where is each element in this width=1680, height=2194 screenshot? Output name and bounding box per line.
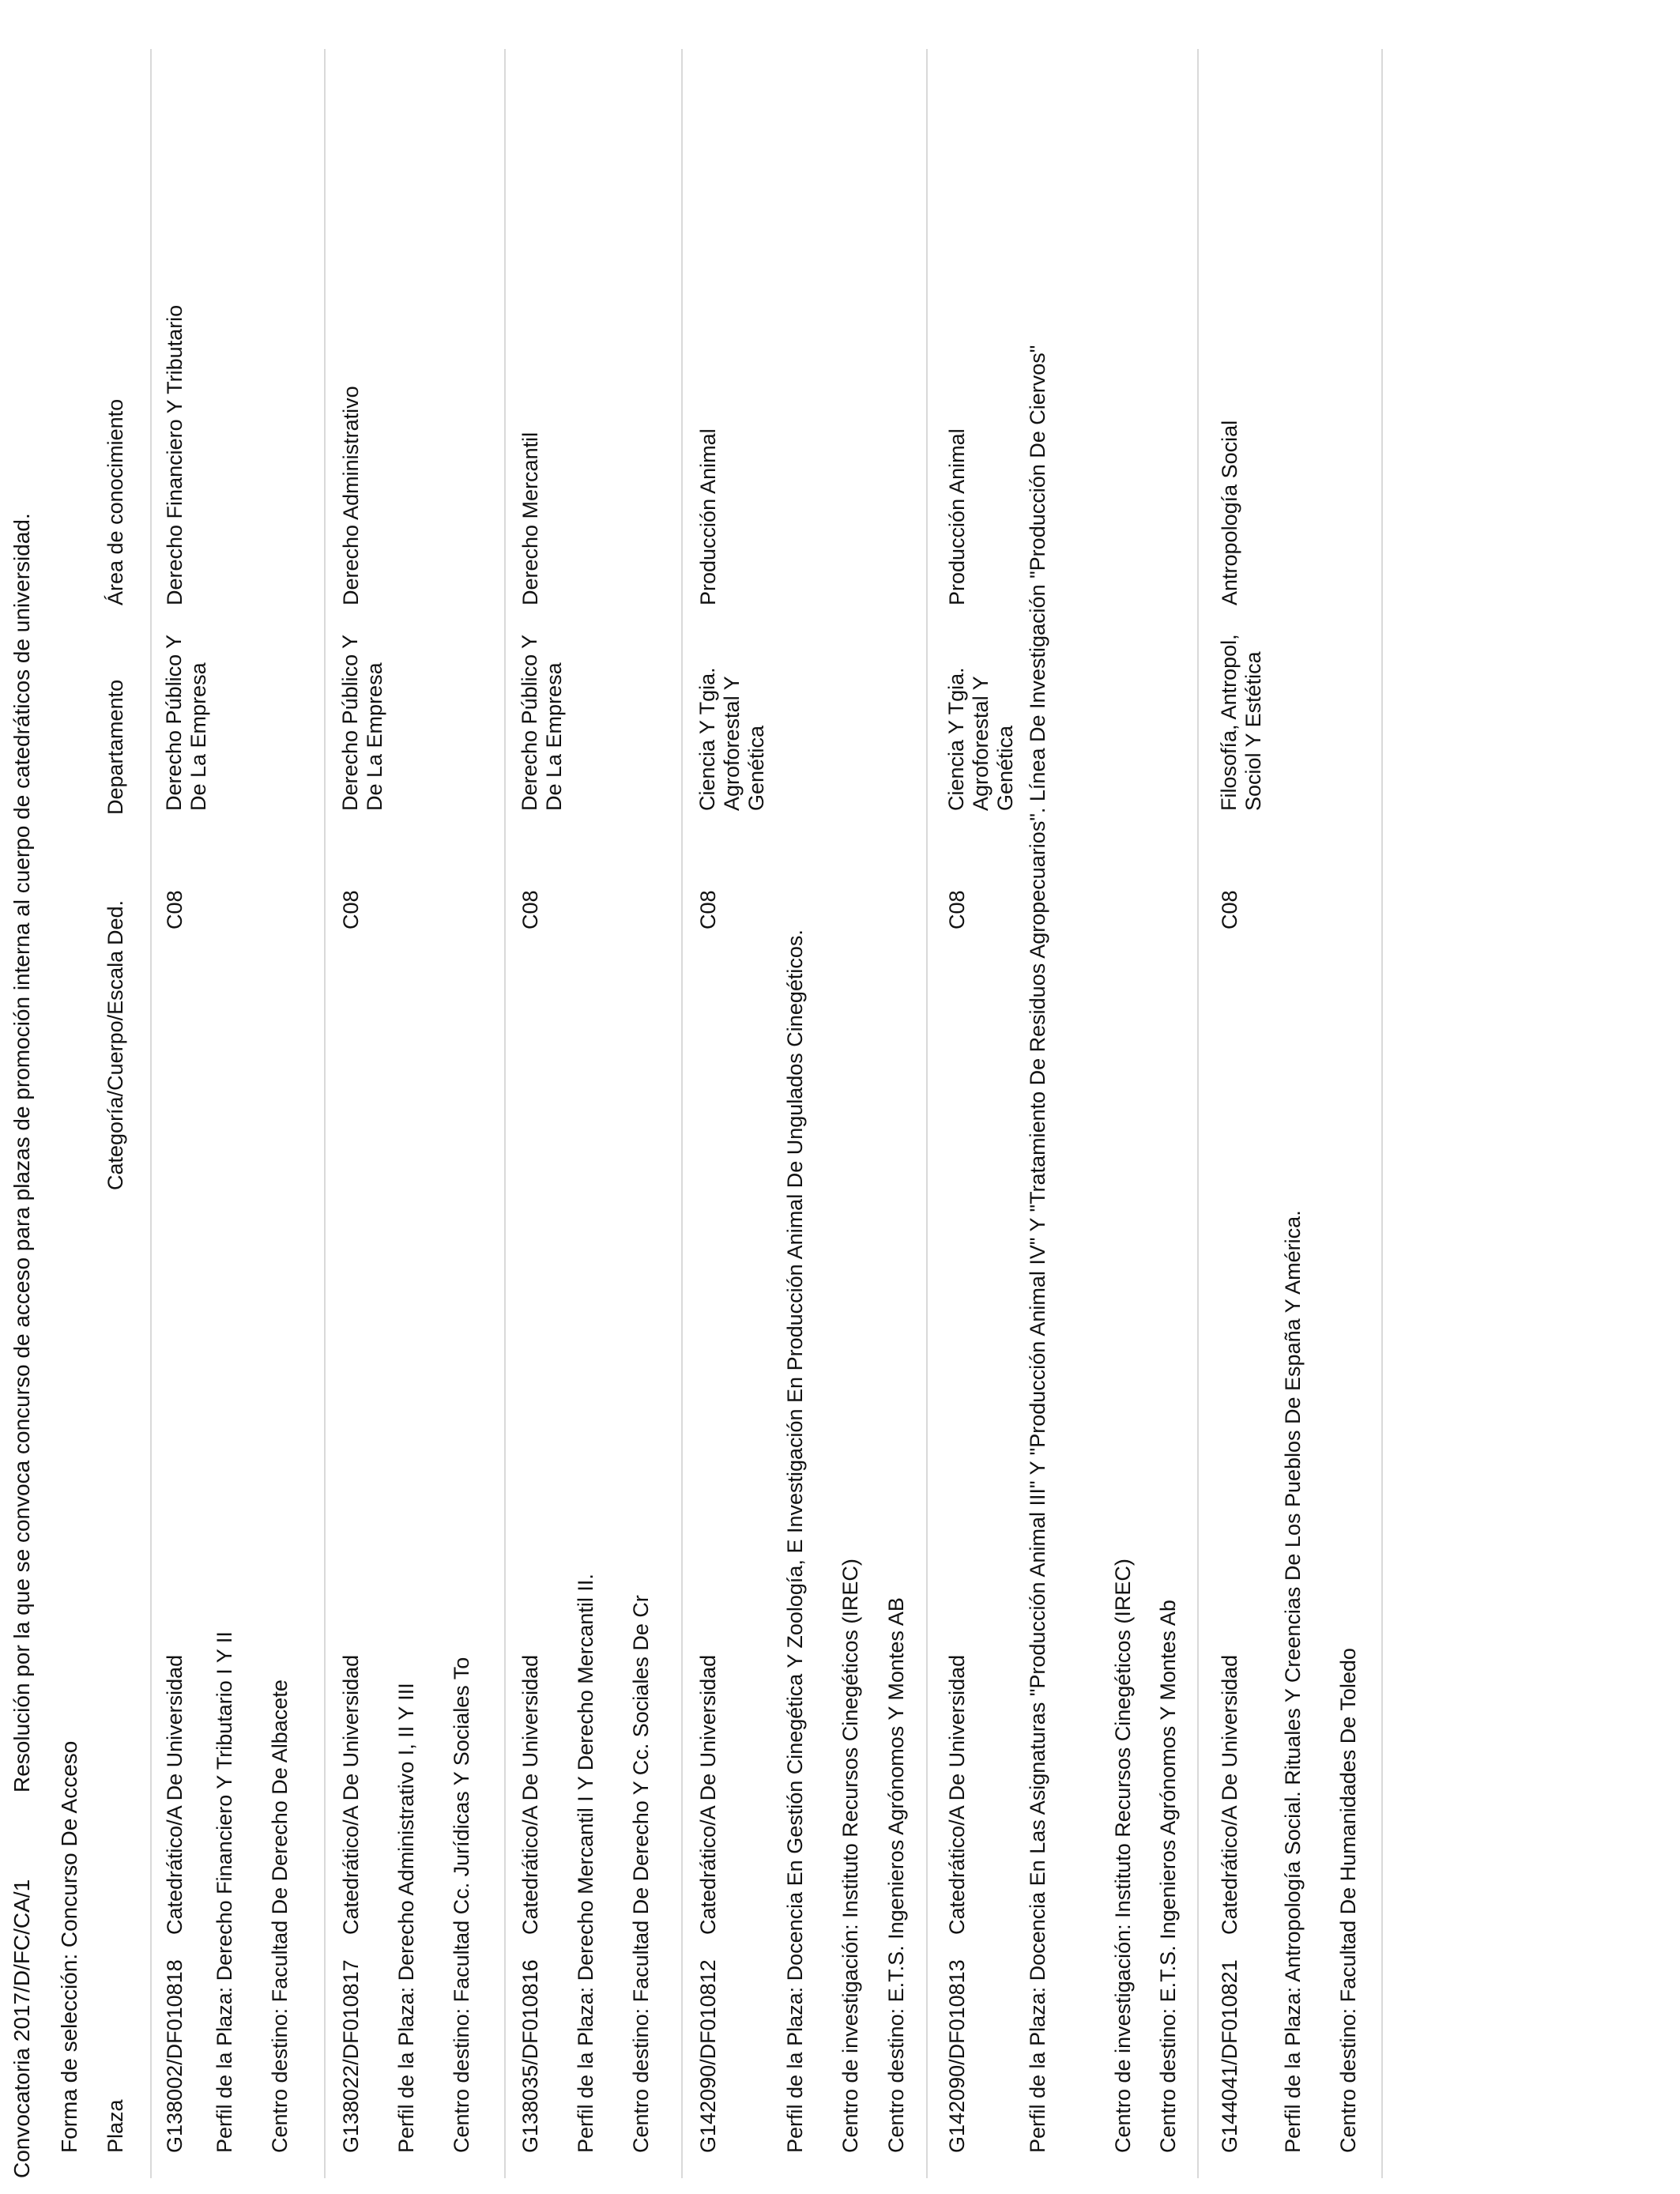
plaza-area: Derecho Financiero Y Tributario — [163, 304, 186, 605]
plaza-categoria: Catedrático/A De Universidad — [339, 1654, 363, 1935]
plaza-categoria: Catedrático/A De Universidad — [518, 1654, 542, 1935]
plaza-code: G142090/DF010813 — [945, 1959, 969, 2153]
separator — [324, 49, 326, 2178]
forma-seleccion: Forma de selección: Concurso De Acceso — [57, 1740, 81, 2153]
plaza-perfil: Perfil de la Plaza: Derecho Administrativo I, II Y III — [394, 1683, 418, 2153]
plaza-centro-destino: Centro destino: Facultad Cc. Jurídicas Y Sociales To — [450, 1657, 473, 2153]
plaza-ded: C08 — [945, 890, 969, 929]
plaza-area: Antropología Social — [1218, 420, 1241, 605]
plaza-ded: C08 — [696, 890, 720, 929]
separator — [681, 49, 683, 2178]
plaza-categoria: Catedrático/A De Universidad — [163, 1654, 186, 1935]
plaza-departamento: Ciencia Y Tgia. Agroforestal Y Genética — [944, 667, 1017, 811]
plaza-code: G142090/DF010812 — [696, 1959, 720, 2153]
plaza-centro-destino: Centro destino: E.T.S. Ingenieros Agrónomos Y Montes AB — [884, 1597, 908, 2153]
plaza-code: G138022/DF010817 — [339, 1959, 363, 2153]
col-header-categoria: Categoría/Cuerpo/Escala — [104, 950, 127, 1190]
plaza-ded: C08 — [163, 890, 186, 929]
plaza-code: G138002/DF010818 — [163, 1959, 186, 2153]
plaza-code: G144041/DF010821 — [1218, 1959, 1241, 2153]
col-header-plaza: Plaza — [104, 2099, 127, 2153]
plaza-perfil: Perfil de la Plaza: Docencia En Gestión Cinegética Y Zoología, E Investigación En Producción Animal De Ungulados Cinegéticos. — [783, 929, 807, 2153]
plaza-centro-destino: Centro destino: Facultad De Derecho Y Cc. Sociales De Cr — [629, 1595, 653, 2153]
plaza-area: Producción Animal — [696, 428, 720, 605]
plaza-centro-destino: Centro destino: E.T.S. Ingenieros Agrónomos Y Montes Ab — [1156, 1600, 1180, 2153]
convocatoria-code: Convocatoria 2017/D/FC/CA/1 — [9, 1879, 34, 2178]
plaza-centro-destino: Centro destino: Facultad De Humanidades De Toledo — [1336, 1648, 1360, 2153]
plaza-departamento: Derecho Público Y De La Empresa — [162, 635, 210, 811]
separator — [150, 49, 152, 2178]
plaza-area: Producción Animal — [945, 428, 969, 605]
plaza-centro-destino: Centro destino: Facultad De Derecho De Albacete — [268, 1679, 292, 2153]
plaza-ded: C08 — [518, 890, 542, 929]
plaza-ded: C08 — [1218, 890, 1241, 929]
plaza-ded: C08 — [339, 890, 363, 929]
plaza-departamento: Ciencia Y Tgia. Agroforestal Y Genética — [695, 667, 768, 811]
plaza-categoria: Catedrático/A De Universidad — [1218, 1654, 1241, 1935]
plaza-centro-investigacion: Centro de investigación: Instituto Recursos Cinegéticos (IREC) — [838, 1559, 862, 2153]
col-header-departamento: Departamento — [104, 679, 127, 815]
resolucion-title: Resolución por la que se convoca concurso de acceso para plazas de promoción interna al cuerpo de catedráticos de universidad. — [9, 513, 34, 1793]
plaza-perfil: Perfil de la Plaza: Docencia En Las Asignaturas "Producción Animal III" Y "Producción Animal IV" Y "Tratamiento De Residuos Agropecuarios". Línea De Investigación "Producción De Ciervos" — [1026, 345, 1049, 2153]
plaza-area: Derecho Mercantil — [518, 432, 542, 605]
plaza-categoria: Catedrático/A De Universidad — [945, 1654, 969, 1935]
separator — [926, 49, 928, 2178]
plaza-perfil: Perfil de la Plaza: Derecho Mercantil I Y Derecho Mercantil II. — [574, 1574, 597, 2153]
plaza-departamento: Derecho Público Y De La Empresa — [518, 635, 566, 811]
plaza-categoria: Catedrático/A De Universidad — [696, 1654, 720, 1935]
col-header-area: Área de conocimiento — [104, 398, 127, 605]
separator — [1197, 49, 1199, 2178]
col-header-ded: Ded. — [104, 899, 127, 945]
plaza-code: G138035/DF010816 — [518, 1959, 542, 2153]
plaza-departamento: Derecho Público Y De La Empresa — [338, 635, 386, 811]
plaza-area: Derecho Administrativo — [339, 386, 363, 605]
separator — [1381, 49, 1383, 2178]
separator — [504, 49, 506, 2178]
plaza-departamento: Filosofía, Antropol, Sociol Y Estética — [1217, 634, 1265, 811]
plaza-perfil: Perfil de la Plaza: Derecho Financiero Y Tributario I Y II — [213, 1631, 236, 2153]
plaza-centro-investigacion: Centro de investigación: Instituto Recursos Cinegéticos (IREC) — [1111, 1559, 1135, 2153]
plaza-perfil: Perfil de la Plaza: Antropología Social. Rituales Y Creencias De Los Pueblos De España Y América. — [1281, 1210, 1305, 2153]
